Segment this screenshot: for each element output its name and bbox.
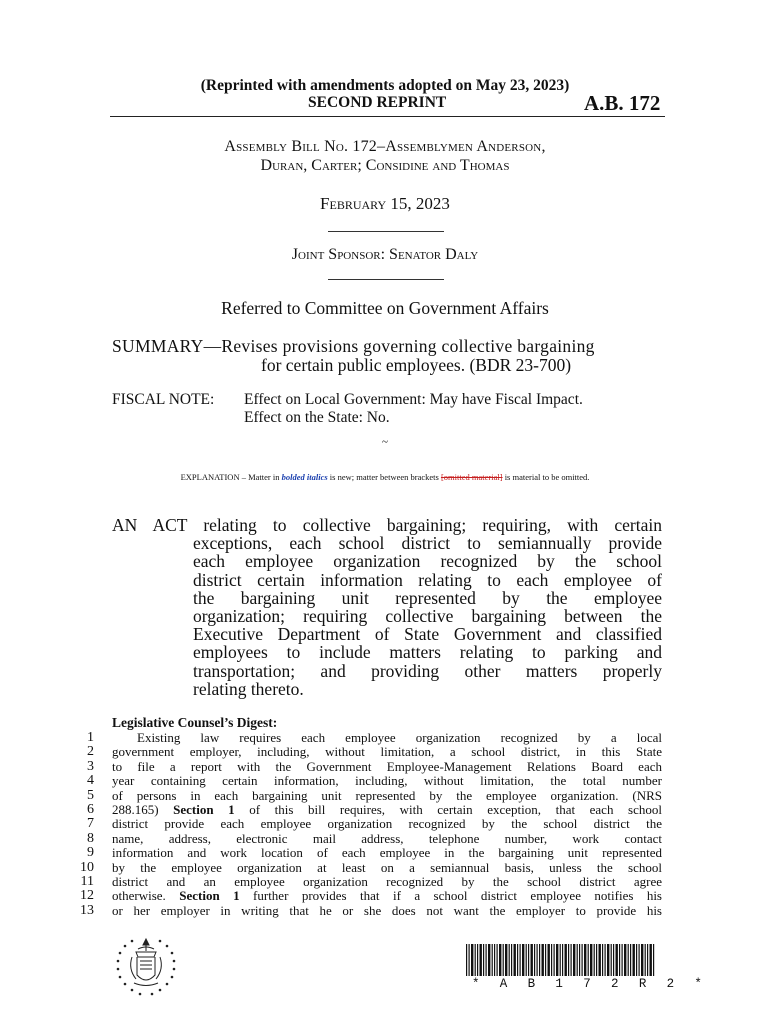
- line-number: 9: [87, 845, 94, 861]
- explanation-line: [0, 472, 770, 482]
- act-first-line: AN ACT relating to collective bargaining; requiring, with certain: [112, 515, 662, 535]
- digest-text: otherwise.: [112, 888, 180, 904]
- digest-text: further provides that if a school district employee notifies his: [239, 888, 662, 904]
- fiscal-note: [112, 391, 583, 409]
- barcode: [466, 944, 656, 980]
- line-number: 7: [87, 816, 94, 832]
- line-number: 3: [87, 758, 94, 774]
- act-title: [112, 516, 662, 698]
- act-line: each employee organization recognized by the school: [193, 551, 662, 572]
- line-number: 6: [87, 802, 94, 818]
- summary-line-1: SUMMARY—Revises provisions governing collective bargaining: [112, 336, 595, 356]
- bill-title-line-1: Assembly Bill No. 172–Assemblymen Anderson,: [224, 138, 546, 155]
- line-number: 12: [80, 888, 94, 904]
- header-rule: [110, 116, 665, 117]
- line-numbers: [72, 731, 94, 918]
- act-line: the bargaining unit represented by the employee: [193, 587, 662, 608]
- digest-line: of persons in each bargaining unit represented by the employee organization. (NRS: [112, 787, 662, 803]
- section-ref: Section 1: [179, 888, 240, 904]
- digest-line: district provide each employee organization recognized by the school district the: [112, 816, 662, 832]
- act-line: exceptions, each school district to semiannually provide: [193, 533, 662, 554]
- digest-line: by the employee organization at least on a semiannual basis, unless the school: [112, 859, 662, 875]
- joint-sponsor: Joint Sponsor: Senator Daly: [291, 246, 479, 263]
- fiscal-note-label: FISCAL NOTE:: [112, 391, 215, 408]
- act-line: employees to include matters relating to parking and: [193, 642, 662, 663]
- line-number: 13: [80, 902, 94, 918]
- line-number: 10: [80, 859, 94, 875]
- digest-line: [112, 889, 662, 903]
- explanation-suffix: is material to be omitted.: [502, 472, 590, 482]
- act-line: district certain information relating to each employee of: [193, 569, 662, 590]
- digest-line: year containing certain information, including, without limitation, the total number: [112, 773, 662, 789]
- line-number: 2: [87, 744, 94, 760]
- line-number: 11: [80, 874, 94, 890]
- line-number: 8: [87, 830, 94, 846]
- divider-dash: [328, 231, 444, 232]
- tilde-separator: ~: [382, 436, 388, 448]
- digest-title: Legislative Counsel’s Digest:: [112, 715, 278, 730]
- digest-text: 288.165): [112, 802, 174, 818]
- explanation-middle: is new; matter between brackets: [327, 472, 441, 482]
- act-line: transportation; and providing other matters properly: [193, 660, 662, 681]
- digest-text: of this bill requires, with certain exception, that each school: [234, 802, 662, 818]
- bill-number: A.B. 172: [584, 91, 661, 115]
- reprint-note: (Reprinted with amendments adopted on May 23, 2023): [200, 77, 570, 94]
- summary-line-2: for certain public employees. (BDR 23-700): [261, 355, 572, 375]
- digest-line: government employer, including, without limitation, a school district, in this State: [112, 744, 662, 760]
- divider-dash: [328, 279, 444, 280]
- explanation-prefix: EXPLANATION – Matter in: [180, 472, 282, 482]
- digest-line: or her employer in writing that he or she does not want the employer to provide his: [112, 902, 662, 918]
- section-ref: Section 1: [173, 802, 235, 818]
- digest-line: name, address, electronic mail address, telephone number, work contact: [112, 830, 662, 846]
- second-reprint-label: SECOND REPRINT: [308, 94, 447, 111]
- act-line: relating thereto.: [193, 678, 304, 699]
- bill-title-line-2: Duran, Carter; Considine and Thomas: [260, 157, 510, 174]
- line-number: 1: [87, 730, 94, 745]
- act-line: organization; requiring collective bargaining between the: [193, 606, 662, 627]
- digest-body: [112, 731, 662, 918]
- digest-line: Existing law requires each employee organization recognized by a local: [137, 730, 662, 745]
- digest-line: [112, 803, 662, 817]
- line-number: 5: [87, 787, 94, 803]
- digest-line: information and work location of each employee in the bargaining unit represented: [112, 845, 662, 861]
- fiscal-note-local: Effect on Local Government: May have Fiscal Impact.: [244, 391, 583, 408]
- referred-to-committee: Referred to Committee on Government Affairs: [221, 298, 549, 318]
- explanation-bolded-italics: bolded italics: [281, 472, 328, 482]
- act-continuation: [112, 534, 662, 698]
- explanation-omitted-material: [omitted material]: [440, 472, 503, 482]
- barcode-caption: * A B 1 7 2 R 2 *: [472, 977, 709, 991]
- digest-line: to file a report with the Government Employee-Management Relations Board each: [112, 758, 662, 774]
- act-line: Executive Department of State Government and classified: [193, 624, 662, 645]
- state-seal-icon: [110, 935, 182, 999]
- fiscal-note-state: Effect on the State: No.: [244, 409, 390, 426]
- line-number: 4: [87, 773, 94, 789]
- digest-line: district and an employee organization recognized by the school district agree: [112, 874, 662, 890]
- bill-date: February 15, 2023: [320, 194, 450, 213]
